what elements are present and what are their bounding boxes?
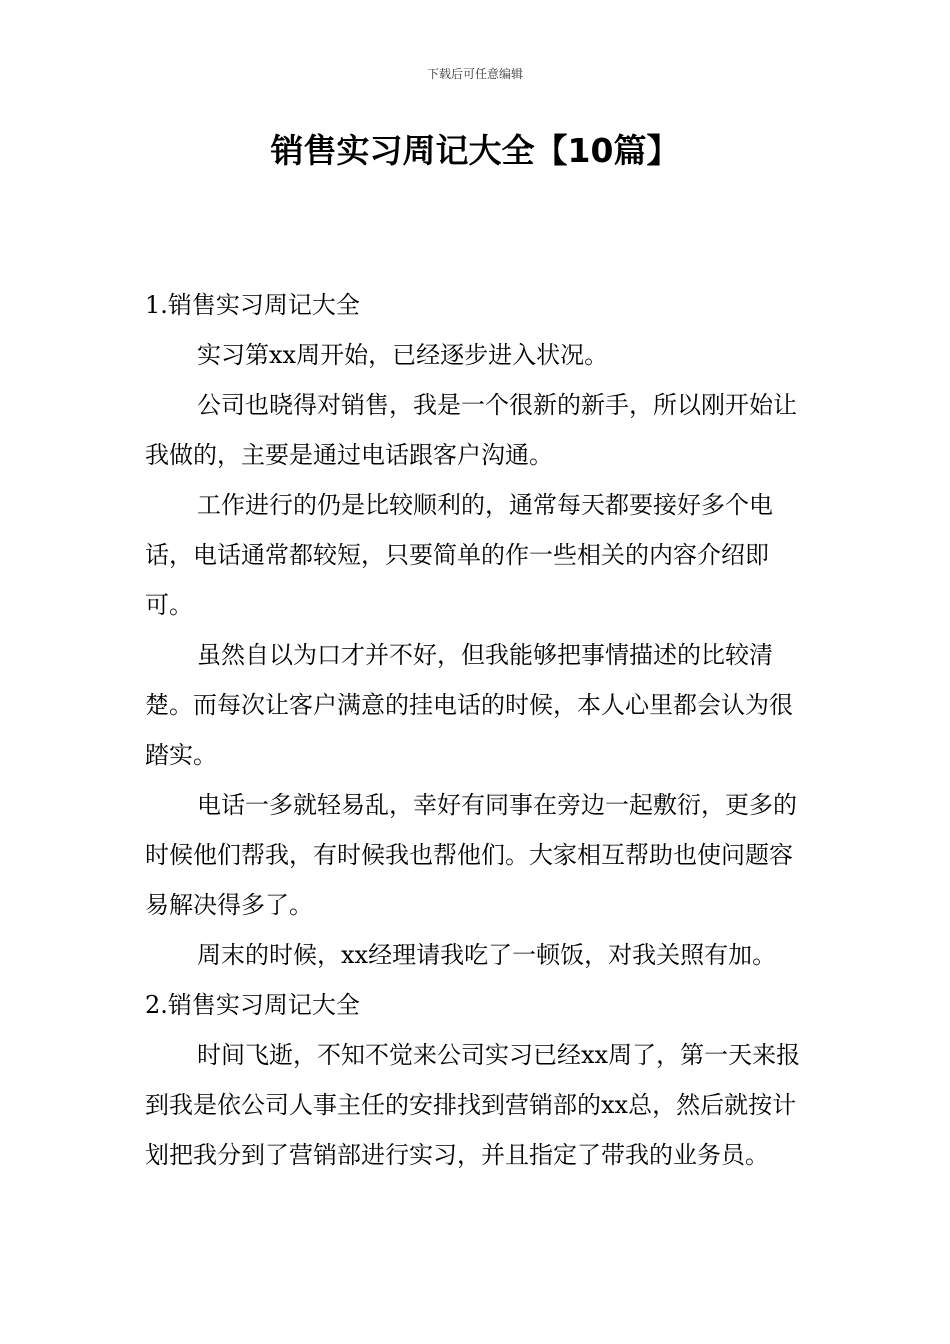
document-title: 销售实习周记大全【10篇】 (270, 131, 680, 170)
paragraph: 实习第xx周开始，已经逐步进入状况。 (197, 341, 609, 369)
paragraph: 公司也晓得对销售，我是一个很新的新手，所以刚开始让我做的，主要是通过电话跟客户沟通。 (145, 391, 797, 469)
paragraph: 电话一多就轻易乱，幸好有同事在旁边一起敷衍，更多的时候他们帮我，有时候我也帮他们。大家相互帮助也使问题容易解决得多了。 (145, 791, 797, 919)
paragraph: 工作进行的仍是比较顺利的，通常每天都要接好多个电话，电话通常都较短，只要简单的作一些相关的内容介绍即可。 (145, 491, 773, 619)
section-heading-2: 2.销售实习周记大全 (145, 991, 360, 1019)
paragraph: 时间飞逝，不知不觉来公司实习已经xx周了，第一天来报到我是依公司人事主任的安排找到营销部的xx总，然后就按计划把我分到了营销部进行实习，并且指定了带我的业务员。 (145, 1041, 801, 1169)
page-header-note: 下载后可任意编辑 (426, 67, 523, 81)
section-heading-1: 1.销售实习周记大全 (145, 291, 360, 319)
document-body (145, 280, 807, 1180)
paragraph: 虽然自以为口才并不好，但我能够把事情描述的比较清楚。而每次让客户满意的挂电话的时候，本人心里都会认为很踏实。 (145, 641, 793, 769)
paragraph: 周末的时候，xx经理请我吃了一顿饭，对我关照有加。 (197, 941, 777, 969)
